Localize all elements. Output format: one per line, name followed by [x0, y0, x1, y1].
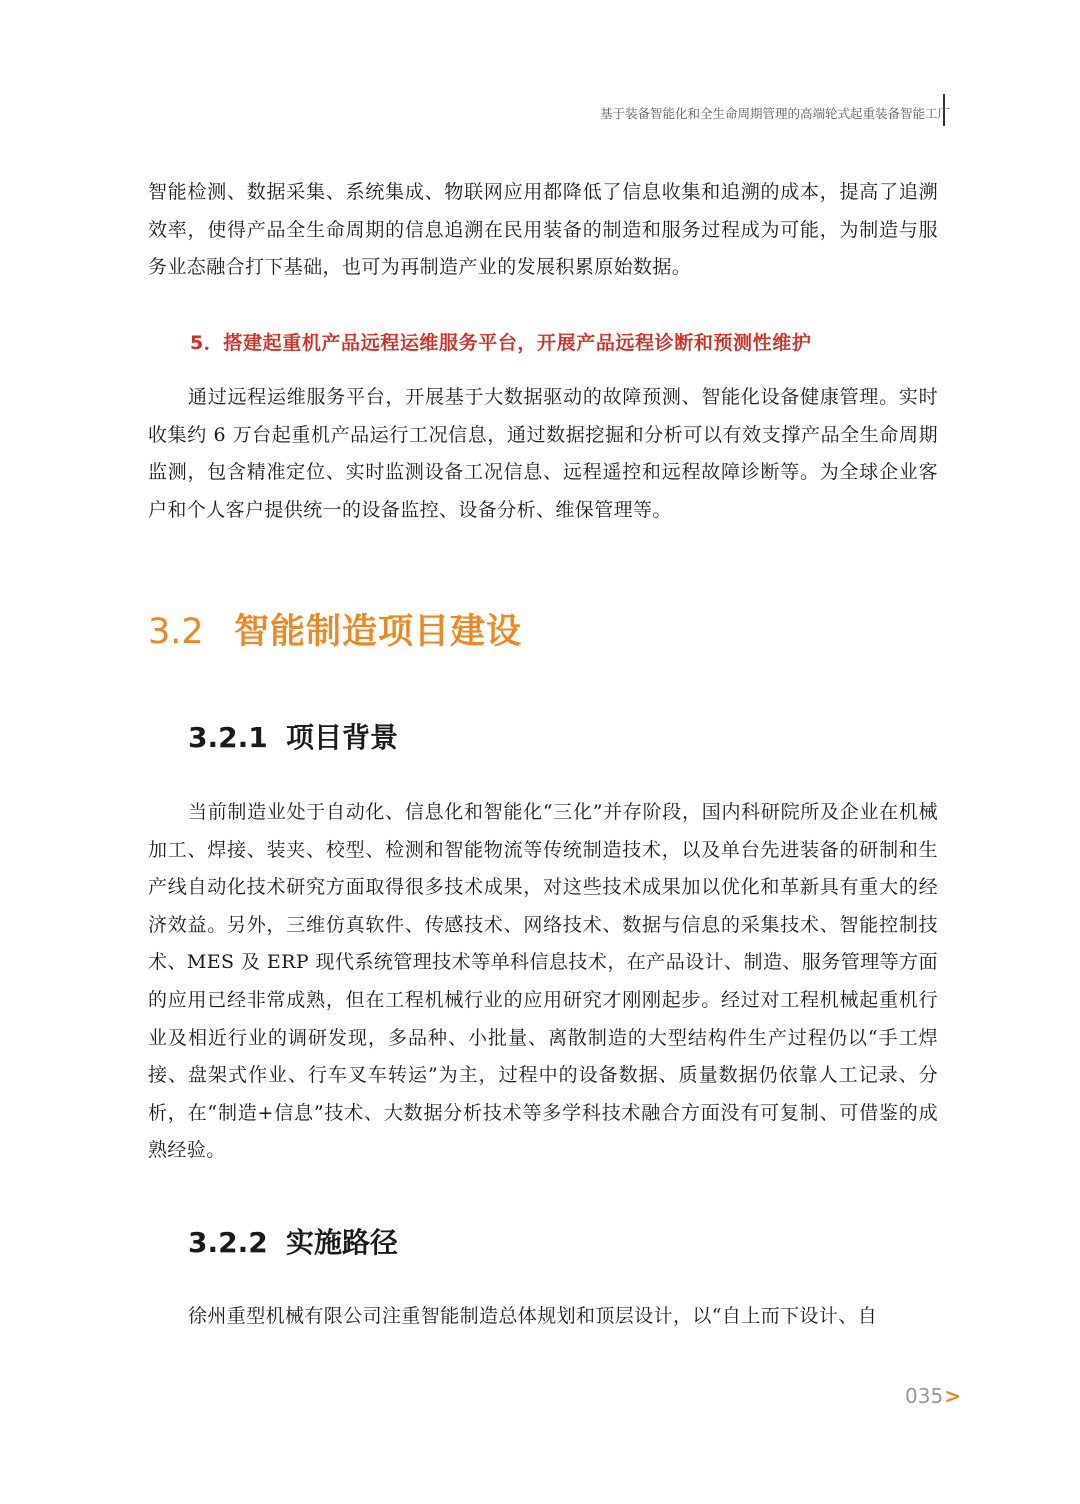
- section-number: 3.2: [148, 612, 204, 652]
- section-title: 智能制造项目建设: [234, 612, 523, 652]
- running-header: 基于装备智能化和全生命周期管理的高端轮式起重装备智能工厂: [599, 106, 950, 121]
- subsection-number: 3.2.1: [188, 721, 268, 754]
- paragraph-traceability: 智能检测、数据采集、系统集成、物联网应用都降低了信息收集和追溯的成本，提高了追溯效率，使得产品全生命周期的信息追溯在民用装备的制造和服务过程成为可能，为制造与服务业态融合打下基础，也可为再制造产业的发展积累原始数据。: [148, 181, 938, 279]
- subsection-title: 实施路径: [286, 1226, 399, 1259]
- subsection-number: 3.2.2: [188, 1226, 268, 1259]
- chevron-right-icon: >: [944, 1384, 961, 1408]
- numbered-heading-5: 5．搭建起重机产品远程运维服务平台，开展产品远程诊断和预测性维护: [190, 332, 812, 354]
- subsection-title: 项目背景: [286, 721, 399, 754]
- page-number: [905, 1384, 961, 1408]
- paragraph-remote-ops: 通过远程运维服务平台，开展基于大数据驱动的故障预测、智能化设备健康管理。实时收集约 6 万台起重机产品运行工况信息，通过数据挖掘和分析可以有效支撑产品全生命周期监测，包含精准定位、实时监测设备工况信息、远程遥控和远程故障诊断等。为全球企业客户和个人客户提供统一的设备监控、设备分析、维保管理等。: [148, 386, 938, 521]
- subsection-heading-background: [188, 716, 398, 756]
- section-heading: [148, 604, 522, 654]
- paragraph-implementation: 徐州重型机械有限公司注重智能制造总体规划和顶层设计，以“自上而下设计、自: [188, 1305, 878, 1327]
- paragraph-background: 当前制造业处于自动化、信息化和智能化“三化”并存阶段，国内科研院所及企业在机械加工、焊接、装夹、校型、检测和智能物流等传统制造技术，以及单台先进装备的研制和生产线自动化技术研究方面取得很多技术成果，对这些技术成果加以优化和革新具有重大的经济效益。另外，三维仿真软件、传感技术、网络技术、数据与信息的采集技术、智能控制技术、MES 及 ERP 现代系统管理技术等单科信息技术，在产品设计、制造、服务管理等方面的应用已经非常成熟，但在工程机械行业的应用研究才刚刚起步。经过对工程机械起重机行业及相近行业的调研发现，多品种、小批量、离散制造的大型结构件生产过程仍以“手工焊接、盘架式作业、行车叉车转运”为主，过程中的设备数据、质量数据仍依靠人工记录、分析，在“制造+信息”技术、大数据分析技术等多学科技术融合方面没有可复制、可借鉴的成熟经验。: [148, 801, 938, 1162]
- page-number-value: 035: [905, 1384, 944, 1408]
- subsection-heading-path: [188, 1221, 398, 1261]
